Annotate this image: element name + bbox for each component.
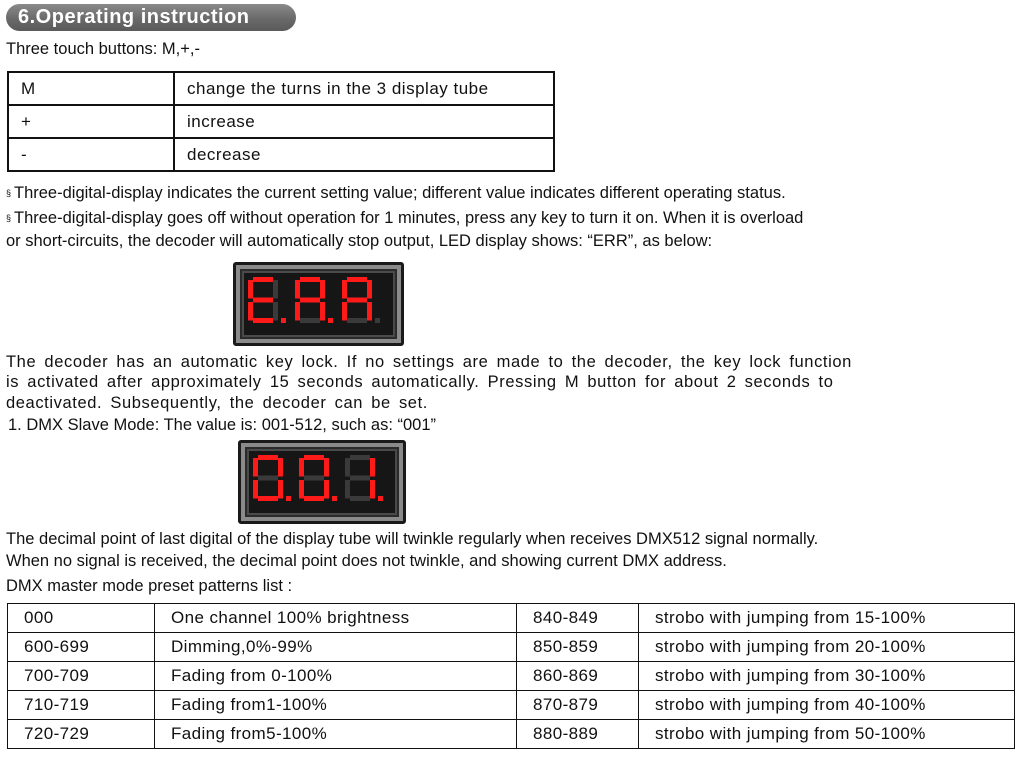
table-row: [8, 138, 554, 171]
digit-segment: [320, 302, 325, 321]
digit-segment: [350, 476, 370, 481]
digit-segment: [347, 318, 367, 323]
digit-segment: [347, 277, 367, 282]
pattern-description: strobo with jumping from 20-100%: [639, 633, 1015, 662]
decimal-note-2: When no signal is received, the decimal point does not twinkle, and showing current DMX address.: [6, 552, 727, 570]
digit-segment: [304, 476, 324, 481]
button-description: increase: [174, 105, 554, 138]
pattern-code: 840-849: [517, 604, 639, 633]
table-row: [8, 720, 1015, 749]
decimal-point: [332, 496, 337, 501]
pattern-code: 720-729: [8, 720, 155, 749]
pattern-code: 000: [8, 604, 155, 633]
pattern-description: strobo with jumping from 50-100%: [639, 720, 1015, 749]
display-note-1: § Three-digital-display indicates the current setting value; different value indicates different operating status.: [6, 184, 786, 202]
digit-segment: [370, 458, 375, 477]
dmx-digits: [249, 451, 389, 507]
pattern-code: 700-709: [8, 662, 155, 691]
digit-segment: [370, 480, 375, 499]
display-note-3: or short-circuits, the decoder will automatically stop output, LED display shows: “ERR”, as below:: [6, 232, 713, 250]
pattern-code: 600-699: [8, 633, 155, 662]
digit-segment: [304, 455, 324, 460]
digit-segment: [253, 318, 273, 323]
key-lock-line-2: is activated after approximately 15 seconds automatically. Pressing M button for about 2 seconds to: [6, 373, 834, 391]
dmx-slave-mode: 1. DMX Slave Mode: The value is: 001-512, such as: “001”: [8, 416, 437, 434]
digit-segment: [300, 298, 320, 303]
table-row: [8, 604, 1015, 633]
digit-segment: [273, 280, 278, 299]
digit-segment: [347, 298, 367, 303]
bullet-icon: §: [6, 188, 12, 198]
table-row: [8, 72, 554, 105]
pattern-code: 850-859: [517, 633, 639, 662]
digit-segment: [278, 480, 283, 499]
digit-segment: [253, 298, 273, 303]
digit-segment: [248, 280, 253, 299]
decimal-point: [378, 496, 383, 501]
digit-segment: [324, 458, 329, 477]
pattern-description: Fading from5-100%: [155, 720, 517, 749]
digit-segment: [367, 302, 372, 321]
key-lock-line-1: The decoder has an automatic key lock. If no settings are made to the decoder, the key lock function: [6, 353, 852, 371]
patterns-table: [7, 603, 1015, 749]
table-row: [8, 662, 1015, 691]
buttons-table: [7, 71, 555, 172]
pattern-description: Fading from 0-100%: [155, 662, 517, 691]
display-note-2: § Three-digital-display goes off without operation for 1 minutes, press any key to turn it on. When it is overload: [6, 209, 804, 227]
button-description: change the turns in the 3 display tube: [174, 72, 554, 105]
digit-segment: [350, 496, 370, 501]
decimal-point: [286, 496, 291, 501]
decimal-note-1: The decimal point of last digital of the display tube will twinkle regularly when receives DMX512 signal normally.: [6, 530, 819, 548]
table-row: [8, 691, 1015, 720]
pattern-code: 860-869: [517, 662, 639, 691]
table-row: [8, 105, 554, 138]
digit-segment: [345, 480, 350, 499]
bullet-icon: §: [6, 213, 12, 223]
digit-segment: [304, 496, 324, 501]
section-title: 6.Operating instruction: [6, 4, 296, 31]
digit-segment: [342, 302, 347, 321]
digit-segment: [300, 277, 320, 282]
decimal-point: [328, 318, 333, 323]
button-key: M: [8, 72, 174, 105]
pattern-description: strobo with jumping from 30-100%: [639, 662, 1015, 691]
dmx-led-display: [238, 440, 406, 524]
digit-segment: [345, 458, 350, 477]
digit-segment: [248, 302, 253, 321]
pattern-code: 870-879: [517, 691, 639, 720]
digit-segment: [300, 318, 320, 323]
digit-segment: [253, 480, 258, 499]
key-lock-line-3: deactivated. Subsequently, the decoder can be set.: [6, 394, 428, 412]
pattern-description: Dimming,0%-99%: [155, 633, 517, 662]
digit-segment: [253, 458, 258, 477]
digit-segment: [320, 280, 325, 299]
digit-segment: [253, 277, 273, 282]
digit-segment: [273, 302, 278, 321]
pattern-description: strobo with jumping from 40-100%: [639, 691, 1015, 720]
decimal-point: [281, 318, 286, 323]
err-led-display: [233, 262, 404, 346]
button-description: decrease: [174, 138, 554, 171]
digit-segment: [367, 280, 372, 299]
pattern-code: 880-889: [517, 720, 639, 749]
pattern-description: Fading from1-100%: [155, 691, 517, 720]
digit-segment: [350, 455, 370, 460]
buttons-intro: Three touch buttons: M,+,-: [6, 40, 200, 58]
digit-segment: [258, 476, 278, 481]
table-row: [8, 633, 1015, 662]
decimal-point: [375, 318, 380, 323]
digit-segment: [324, 480, 329, 499]
digit-segment: [299, 458, 304, 477]
patterns-title: DMX master mode preset patterns list :: [6, 577, 293, 595]
digit-segment: [258, 455, 278, 460]
pattern-description: strobo with jumping from 15-100%: [639, 604, 1015, 633]
err-digits: [244, 273, 387, 329]
digit-segment: [295, 280, 300, 299]
digit-segment: [278, 458, 283, 477]
button-key: -: [8, 138, 174, 171]
digit-segment: [295, 302, 300, 321]
button-key: +: [8, 105, 174, 138]
digit-segment: [299, 480, 304, 499]
digit-segment: [258, 496, 278, 501]
digit-segment: [342, 280, 347, 299]
pattern-description: One channel 100% brightness: [155, 604, 517, 633]
pattern-code: 710-719: [8, 691, 155, 720]
